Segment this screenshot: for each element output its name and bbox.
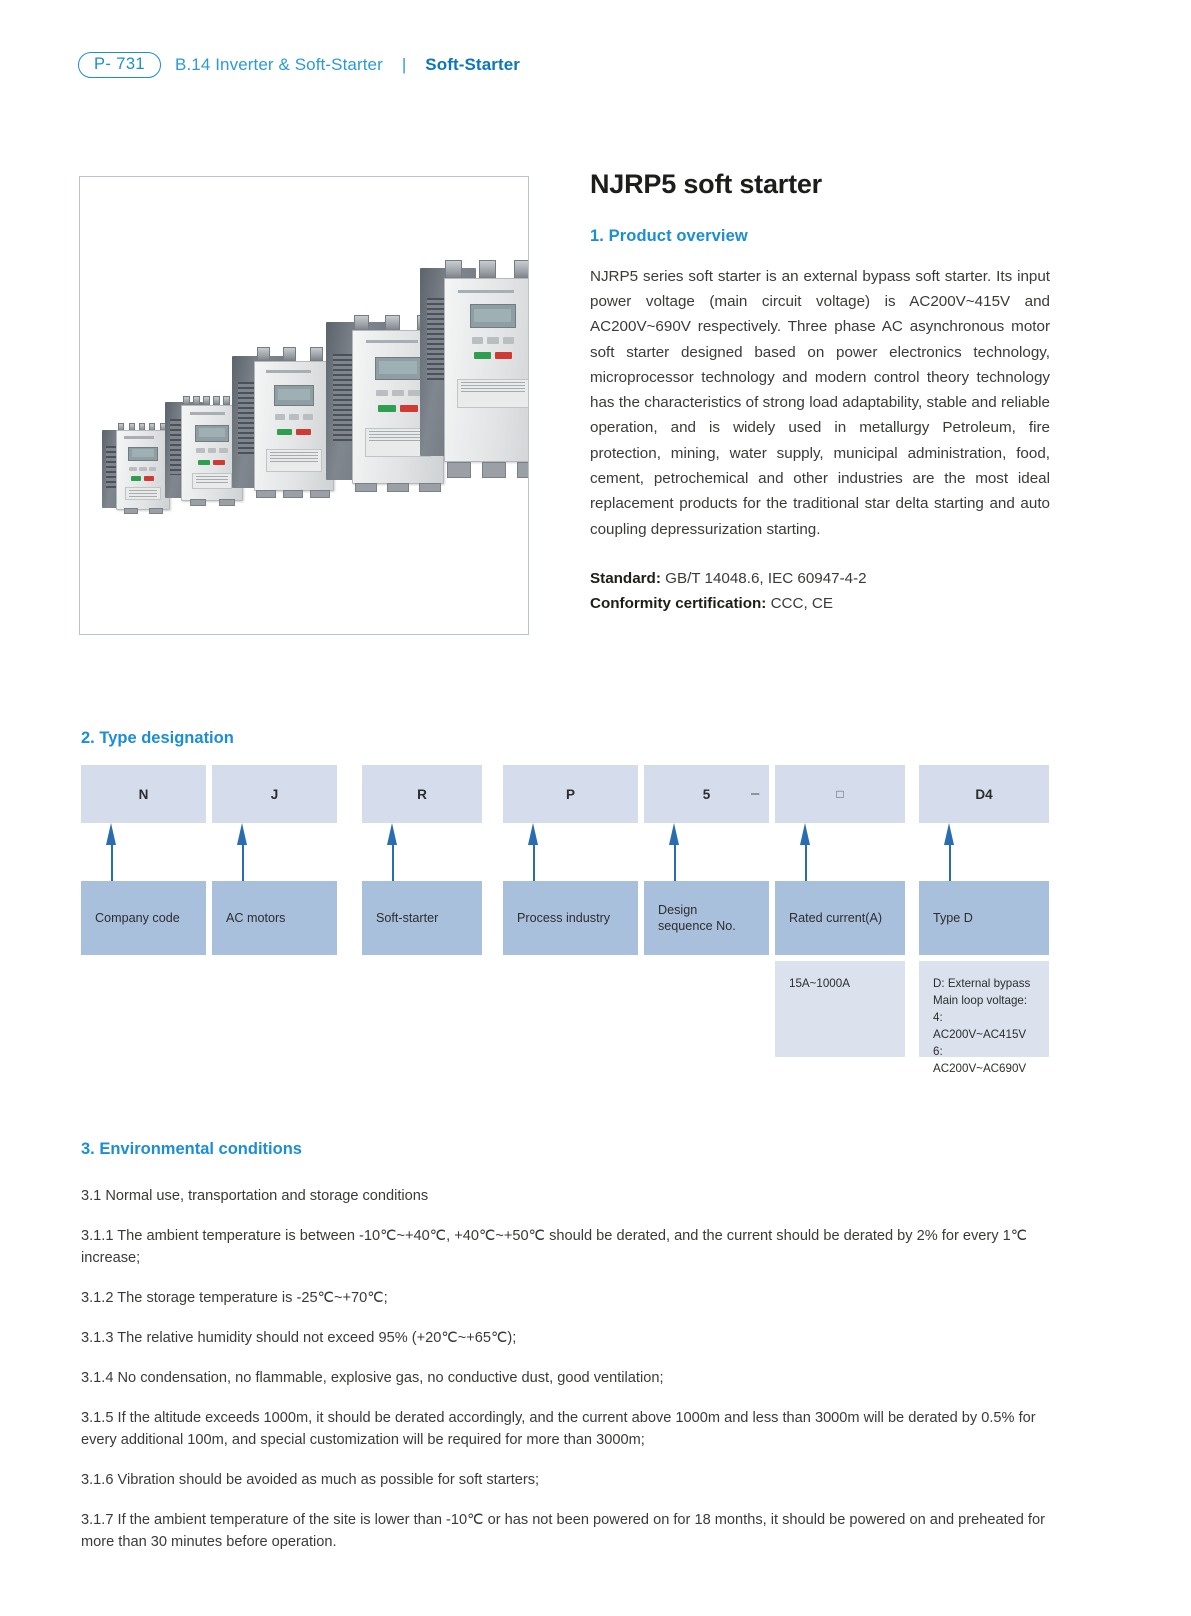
type-separator-dash: – bbox=[751, 785, 760, 802]
start-stop-buttons-1 bbox=[131, 476, 155, 481]
type-detail-line: 4: AC200V~AC415V bbox=[933, 1011, 1027, 1041]
environmental-condition-item: 3.1.4 No condensation, no flammable, explosive gas, no conductive dust, good ventilation; bbox=[81, 1369, 664, 1386]
display-screen-4 bbox=[375, 357, 422, 380]
display-screen-1 bbox=[128, 447, 157, 461]
spec-label-2 bbox=[192, 473, 233, 489]
front-panel-5 bbox=[444, 278, 529, 462]
type-detail-line: 6: AC200V~AC690V bbox=[933, 1045, 1027, 1075]
type-code-box-5: 5 bbox=[644, 765, 769, 823]
display-screen-5 bbox=[470, 304, 516, 328]
type-detail-line: Main loop voltage: bbox=[933, 994, 1028, 1007]
start-stop-buttons-4 bbox=[378, 405, 418, 412]
type-description-box-7: Type D bbox=[919, 881, 1049, 955]
up-arrow-icon-2 bbox=[236, 823, 250, 881]
standard-label: Standard: bbox=[590, 569, 661, 587]
front-panel-1 bbox=[116, 430, 170, 510]
product-image-frame bbox=[79, 176, 529, 635]
type-code-box-2: J bbox=[212, 765, 337, 823]
brand-strip-1 bbox=[124, 436, 154, 439]
keypad-3 bbox=[275, 414, 312, 420]
type-detail-line: 15A~1000A bbox=[789, 977, 850, 990]
mounting-feet-2 bbox=[183, 499, 241, 506]
front-panel-3 bbox=[254, 361, 334, 491]
page-header bbox=[78, 52, 520, 78]
terminal-block-3 bbox=[250, 347, 330, 362]
start-stop-buttons-2 bbox=[198, 460, 226, 466]
up-arrow-icon-5 bbox=[668, 823, 682, 881]
type-code-box-3: R bbox=[362, 765, 482, 823]
up-arrow-icon-6 bbox=[799, 823, 813, 881]
up-arrow-icon-3 bbox=[386, 823, 400, 881]
mounting-feet-5 bbox=[442, 462, 529, 478]
type-code-box-1: N bbox=[81, 765, 206, 823]
conformity-label: Conformity certification: bbox=[590, 595, 767, 613]
keypad-2 bbox=[196, 448, 227, 453]
mounting-feet-1 bbox=[118, 508, 168, 514]
up-arrow-icon-7 bbox=[943, 823, 957, 881]
specification-block bbox=[590, 566, 1050, 617]
product-lineup-illustration bbox=[80, 177, 528, 634]
breadcrumb-current: Soft-Starter bbox=[425, 54, 520, 74]
spec-label-3 bbox=[266, 449, 322, 472]
environmental-condition-item: 3.1.2 The storage temperature is -25℃~+70℃; bbox=[81, 1289, 388, 1306]
keypad-5 bbox=[472, 337, 514, 343]
mounting-feet-3 bbox=[252, 490, 334, 498]
environmental-condition-item: 3.1.1 The ambient temperature is between -10℃~+40℃, +40℃~+50℃ should be derated, and the current should be derated by 2% for every 1℃ increase; bbox=[81, 1227, 1028, 1266]
page-number-badge: P- 731 bbox=[78, 52, 161, 78]
up-arrow-icon-4 bbox=[527, 823, 541, 881]
type-description-box-6: Rated current(A) bbox=[775, 881, 905, 955]
type-code-box-6: □ bbox=[775, 765, 905, 823]
product-overview-text: NJRP5 series soft starter is an external bypass soft starter. Its input power voltage (main circuit voltage) is AC200V~415V and AC200V~690V respectively. Three phase AC asynchronous motor soft starter designed based on power electronics technology, microprocessor technology and modern control theory technology has the characteristics of strong load adaptability, stable and reliable operation, and is widely used in metallurgy Petroleum, fire protection, mining, water supply, municipal administration, food, cement, petrochemical and other industries are the most ideal replacement products for the traditional star delta starting and auto coupling depressurization starting. bbox=[590, 267, 1050, 538]
standard-line bbox=[590, 566, 1050, 591]
brand-strip-2 bbox=[190, 412, 225, 415]
keypad-1 bbox=[129, 467, 156, 471]
conformity-value: CCC, CE bbox=[770, 595, 834, 613]
type-code-box-4: P bbox=[503, 765, 638, 823]
type-detail-box-6 bbox=[775, 961, 905, 1057]
section-heading-type-designation: 2. Type designation bbox=[81, 728, 234, 747]
type-detail-box-7 bbox=[919, 961, 1049, 1075]
section-heading-product-overview: 1. Product overview bbox=[590, 226, 748, 245]
up-arrow-icon-1 bbox=[105, 823, 119, 881]
type-description-box-2: AC motors bbox=[212, 881, 337, 955]
standard-value: GB/T 14048.6, IEC 60947-4-2 bbox=[665, 569, 867, 587]
type-detail-line: D: External bypass bbox=[933, 977, 1031, 990]
terminal-block-5 bbox=[436, 260, 529, 280]
display-screen-2 bbox=[195, 425, 229, 442]
type-description-box-5: Design sequence No. bbox=[644, 881, 769, 955]
environmental-condition-item: 3.1.3 The relative humidity should not exceed 95% (+20℃~+65℃); bbox=[81, 1329, 517, 1346]
spec-label-5 bbox=[457, 379, 528, 408]
page-title: NJRP5 soft starter bbox=[590, 169, 822, 199]
spec-label-1 bbox=[125, 487, 160, 499]
environmental-condition-item: 3.1.7 If the ambient temperature of the site is lower than -10℃ or has not been powered on for 18 months, it should be powered on and preheated for more than 30 minutes before operation. bbox=[81, 1511, 1045, 1550]
environmental-conditions-list bbox=[81, 1170, 1049, 1571]
type-code-box-7: D4 bbox=[919, 765, 1049, 823]
brand-strip-3 bbox=[266, 370, 311, 373]
type-description-box-1: Company code bbox=[81, 881, 206, 955]
environmental-condition-item: 3.1.6 Vibration should be avoided as much as possible for soft starters; bbox=[81, 1471, 540, 1488]
breadcrumb-category[interactable]: B.14 Inverter & Soft-Starter bbox=[175, 54, 383, 74]
keypad-4 bbox=[376, 390, 419, 396]
section-heading-environmental-conditions: 3. Environmental conditions bbox=[81, 1139, 302, 1158]
environmental-condition-item: 3.1.5 If the altitude exceeds 1000m, it should be derated accordingly, and the current above 1000m and less than 3000m will be derated by 0.5% for every additional 100m, and special customization will be required for more than 3000m; bbox=[81, 1409, 1036, 1448]
start-stop-buttons-5 bbox=[474, 352, 512, 359]
product-overview-column bbox=[590, 170, 1050, 617]
type-description-box-3: Soft-starter bbox=[362, 881, 482, 955]
soft-starter-unit-5 bbox=[420, 254, 529, 486]
brand-strip-5 bbox=[458, 290, 514, 293]
display-screen-3 bbox=[274, 385, 315, 405]
brand-strip-4 bbox=[366, 340, 418, 343]
environmental-condition-item: 3.1 Normal use, transportation and storage conditions bbox=[81, 1187, 429, 1204]
type-designation-diagram bbox=[81, 765, 1049, 1075]
breadcrumb-separator: | bbox=[401, 54, 407, 74]
start-stop-buttons-3 bbox=[277, 429, 311, 435]
type-description-box-4: Process industry bbox=[503, 881, 638, 955]
conformity-line bbox=[590, 591, 1050, 616]
